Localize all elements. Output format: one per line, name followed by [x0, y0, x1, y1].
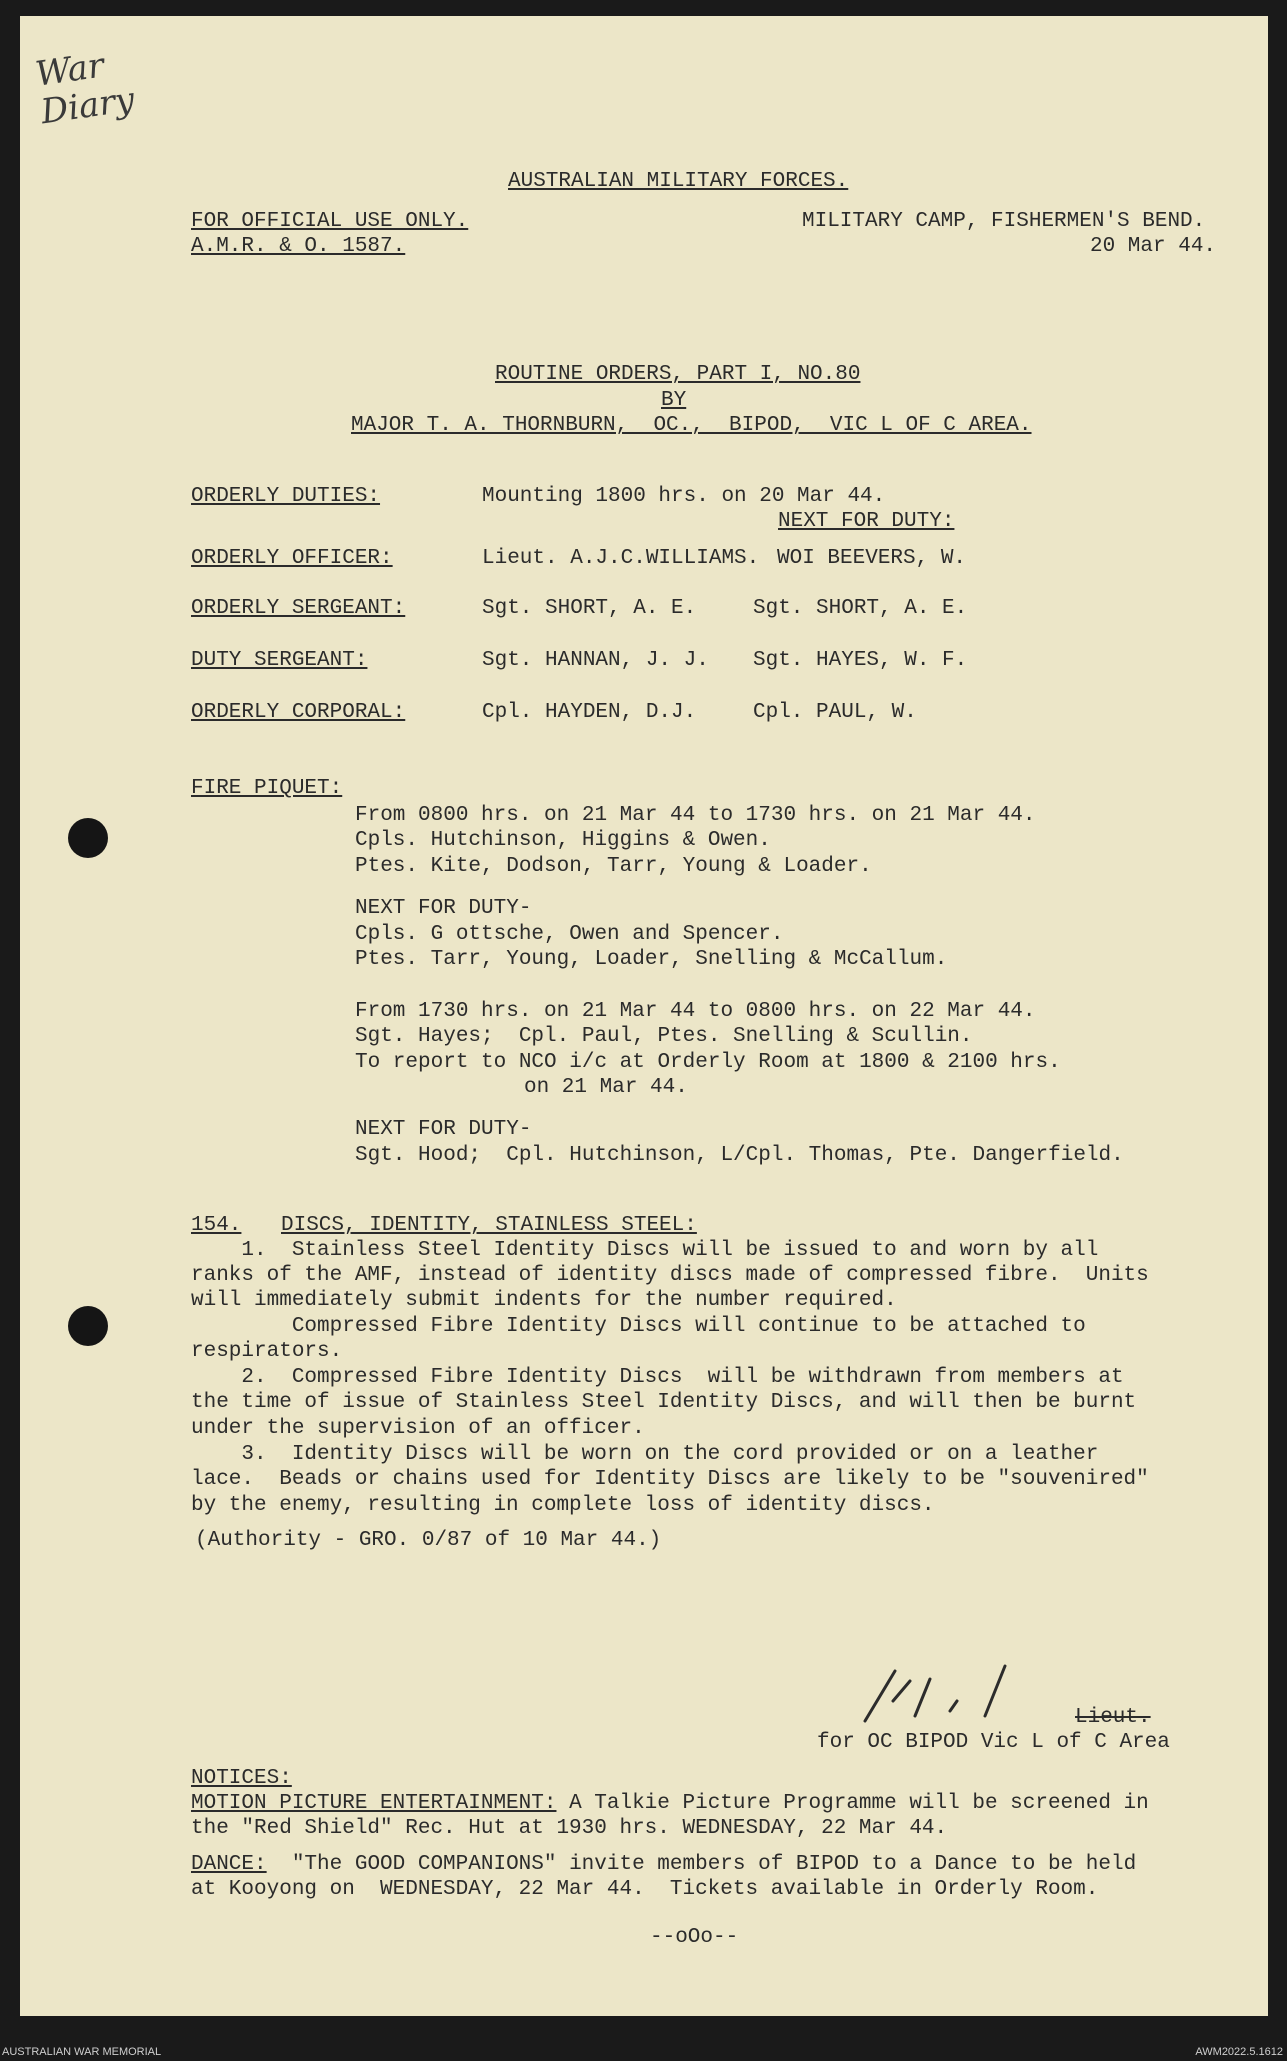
- notices-label: NOTICES:: [191, 1767, 292, 1790]
- punch-hole-top: [68, 818, 108, 858]
- signature-scrawl: [855, 1661, 1075, 1731]
- punch-hole-bottom: [68, 1306, 108, 1346]
- fire-piquet-line: NEXT FOR DUTY-: [355, 1118, 532, 1141]
- document-page: [20, 16, 1268, 2016]
- section-line: under the supervision of an officer.: [191, 1417, 645, 1440]
- section-line: respirators.: [191, 1340, 343, 1363]
- section-title: DISCS, IDENTITY, STAINLESS STEEL:: [281, 1214, 697, 1237]
- dance-line: [191, 1852, 1136, 1877]
- duty-row-next: Sgt. SHORT, A. E.: [753, 597, 968, 620]
- duty-row-current: Lieut. A.J.C.WILLIAMS.: [482, 547, 760, 570]
- dance-line-2: at Kooyong on WEDNESDAY, 22 Mar 44. Tickets available in Orderly Room.: [191, 1878, 1099, 1901]
- section-line: ranks of the AMF, instead of identity discs made of compressed fibre. Units: [191, 1264, 1149, 1287]
- duty-row-label: ORDERLY OFFICER:: [191, 547, 393, 570]
- section-line: lace. Beads or chains used for Identity Discs are likely to be "souvenired": [191, 1468, 1149, 1491]
- duty-row-current: Sgt. SHORT, A. E.: [482, 597, 697, 620]
- duty-row-next: Sgt. HAYES, W. F.: [753, 649, 968, 672]
- handwritten-note: War Diary: [33, 45, 137, 133]
- header-date: 20 Mar 44.: [1090, 235, 1217, 258]
- official-use-line: FOR OFFICIAL USE ONLY.: [191, 210, 469, 233]
- fire-piquet-line: Cpls. Hutchinson, Higgins & Owen.: [355, 829, 771, 852]
- motion-picture-line-2: the "Red Shield" Rec. Hut at 1930 hrs. WEDNESDAY, 22 Mar 44.: [191, 1817, 948, 1840]
- dance-text: "The GOOD COMPANIONS" invite members of BIPOD to a Dance to be held: [266, 1853, 1137, 1876]
- dance-label: DANCE:: [191, 1853, 267, 1876]
- signature-rank: Lieut.: [1075, 1706, 1151, 1729]
- fire-piquet-line: To report to NCO i/c at Orderly Room at 1800 & 2100 hrs.: [355, 1051, 1061, 1074]
- next-for-duty-heading: NEXT FOR DUTY:: [778, 510, 955, 533]
- fire-piquet-line: Sgt. Hayes; Cpl. Paul, Ptes. Snelling & Scullin.: [355, 1025, 973, 1048]
- section-number: 154.: [191, 1214, 242, 1237]
- section-line: 3. Identity Discs will be worn on the cord provided or on a leather: [191, 1443, 1099, 1466]
- fire-piquet-line: Cpls. G ottsche, Owen and Spencer.: [355, 923, 784, 946]
- section-line: the time of issue of Stainless Steel Identity Discs, and will then be burnt: [191, 1391, 1137, 1414]
- footer-reference: AWM2022.5.1612: [1195, 2046, 1283, 2058]
- fire-piquet-line: Sgt. Hood; Cpl. Hutchinson, L/Cpl. Thomas, Pte. Dangerfield.: [355, 1144, 1124, 1167]
- fire-piquet-label: FIRE PIQUET:: [191, 777, 343, 800]
- duty-row-next: Cpl. PAUL, W.: [753, 701, 917, 724]
- section-line: 2. Compressed Fibre Identity Discs will be withdrawn from members at: [191, 1366, 1124, 1389]
- duty-row-label: DUTY SERGEANT:: [191, 649, 368, 672]
- end-mark: --oOo--: [650, 1926, 739, 1949]
- duty-row-label: ORDERLY SERGEANT:: [191, 597, 406, 620]
- section-line: 1. Stainless Steel Identity Discs will be issued to and worn by all: [191, 1239, 1099, 1262]
- motion-picture-label: MOTION PICTURE ENTERTAINMENT:: [191, 1792, 557, 1815]
- fire-piquet-line: Ptes. Kite, Dodson, Tarr, Young & Loader.: [355, 855, 872, 878]
- duty-row-next: WOI BEEVERS, W.: [777, 547, 967, 570]
- signature-for-line: for OC BIPOD Vic L of C Area: [817, 1731, 1170, 1754]
- section-line: Compressed Fibre Identity Discs will continue to be attached to: [191, 1315, 1086, 1338]
- orders-title: ROUTINE ORDERS, PART I, NO.80: [495, 363, 861, 386]
- fire-piquet-line: From 0800 hrs. on 21 Mar 44 to 1730 hrs. on 21 Mar 44.: [355, 804, 1036, 827]
- section-line: will immediately submit indents for the number required.: [191, 1289, 897, 1312]
- motion-picture-text: A Talkie Picture Programme will be screened in: [556, 1792, 1149, 1815]
- duty-row-current: Sgt. HANNAN, J. J.: [482, 649, 709, 672]
- section-line: by the enemy, resulting in complete loss of identity discs.: [191, 1494, 935, 1517]
- orders-issuer: MAJOR T. A. THORNBURN, OC., BIPOD, VIC L OF C AREA.: [351, 414, 1032, 437]
- duty-row-label: ORDERLY CORPORAL:: [191, 701, 406, 724]
- authority-line: (Authority - GRO. 0/87 of 10 Mar 44.): [195, 1529, 662, 1552]
- location-line: MILITARY CAMP, FISHERMEN'S BEND.: [802, 210, 1206, 233]
- orders-by: BY: [661, 389, 687, 412]
- footer-institution: AUSTRALIAN WAR MEMORIAL: [2, 2046, 162, 2058]
- amr-reference: A.M.R. & O. 1587.: [191, 235, 406, 258]
- orderly-duties-label: ORDERLY DUTIES:: [191, 485, 381, 508]
- orderly-duties-value: Mounting 1800 hrs. on 20 Mar 44.: [482, 485, 886, 508]
- duty-row-current: Cpl. HAYDEN, D.J.: [482, 701, 697, 724]
- document-title: AUSTRALIAN MILITARY FORCES.: [508, 170, 849, 193]
- fire-piquet-line: Ptes. Tarr, Young, Loader, Snelling & McCallum.: [355, 948, 948, 971]
- fire-piquet-line: From 1730 hrs. on 21 Mar 44 to 0800 hrs. on 22 Mar 44.: [355, 1000, 1036, 1023]
- fire-piquet-line: on 21 Mar 44.: [524, 1076, 688, 1099]
- fire-piquet-line: NEXT FOR DUTY-: [355, 897, 532, 920]
- motion-picture-line: [191, 1791, 1149, 1816]
